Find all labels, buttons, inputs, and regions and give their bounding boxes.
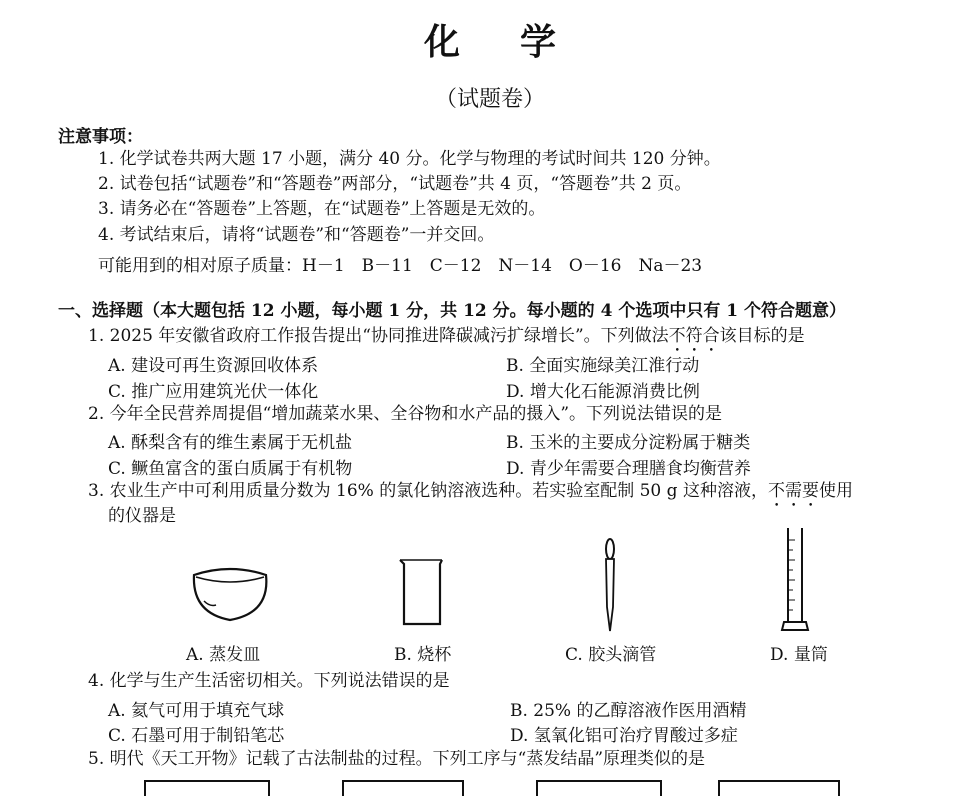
evaporating-dish-icon — [190, 565, 270, 625]
section-heading: 一、选择题（本大题包括 12 小题，每小题 1 分，共 12 分。每小题的 4 个选项中只有 1 个符合题意） — [58, 301, 846, 321]
q1-option-a: A. 建设可再生资源回收体系 — [108, 356, 319, 376]
q3-stem — [88, 480, 853, 511]
q3-stem-emphasis: 不需要 — [767, 481, 819, 501]
notice-heading: 注意事项： — [58, 127, 143, 147]
q3-option-a: A. 蒸发皿 — [186, 645, 261, 665]
q1-option-d: D. 增大化石能源消费比例 — [506, 382, 700, 402]
q4-option-a: A. 氦气可用于填充气球 — [108, 701, 285, 721]
atomic-mass-line: 可能用到的相对原子质量：H－1 B－11 C－12 N－14 O－16 Na－23 — [98, 256, 703, 276]
beaker-icon — [398, 556, 444, 628]
q3-stem-continued: 的仪器是 — [108, 506, 176, 526]
q3-stem-a: 3. 农业生产中可利用质量分数为 16% 的氯化钠溶液选种。若实验室配制 50 g 这种溶液， — [88, 481, 768, 501]
notice-item-2: 2. 试卷包括“试题卷”和“答题卷”两部分，“试题卷”共 4 页，“答题卷”共 2 页。 — [98, 174, 692, 194]
q4-option-d: D. 氢氧化铝可治疗胃酸过多症 — [510, 726, 738, 746]
q3-option-b: B. 烧杯 — [394, 645, 452, 665]
q2-option-d: D. 青少年需要合理膳食均衡营养 — [506, 459, 751, 479]
notice-item-1: 1. 化学试卷共两大题 17 小题，满分 40 分。化学与物理的考试时间共 120 分钟。 — [98, 149, 721, 169]
dropper-icon — [600, 537, 620, 633]
q1-stem-b: 该目标的是 — [719, 326, 805, 346]
q2-option-c: C. 鳜鱼富含的蛋白质属于有机物 — [108, 459, 353, 479]
q4-option-c: C. 石墨可用于制铅笔芯 — [108, 726, 285, 746]
q2-option-a: A. 酥梨含有的维生素属于无机盐 — [108, 433, 353, 453]
graduated-cylinder-icon — [782, 526, 810, 634]
page-title: 化学 — [423, 21, 616, 63]
q1-stem-emphasis: 不符合 — [668, 326, 720, 346]
q1-option-c: C. 推广应用建筑光伏一体化 — [108, 382, 319, 402]
q5-stem: 5. 明代《天工开物》记载了古法制盐的过程。下列工序与“蒸发结晶”原理类似的是 — [88, 749, 706, 769]
q2-stem: 2. 今年全民营养周提倡“增加蔬菜水果、全谷物和水产品的摄入”。下列说法错误的是 — [88, 404, 723, 424]
q1-stem-a: 1. 2025 年安徽省政府工作报告提出“协同推进降碳减污扩绿增长”。下列做法 — [88, 326, 669, 346]
page-subtitle: （试题卷） — [434, 87, 545, 112]
q3-option-d: D. 量筒 — [770, 645, 828, 665]
q1-option-b: B. 全面实施绿美江淮行动 — [506, 356, 700, 376]
q2-option-b: B. 玉米的主要成分淀粉属于糖类 — [506, 433, 751, 453]
q4-stem: 4. 化学与生产生活密切相关。下列说法错误的是 — [88, 671, 450, 691]
q3-stem-b: 使用 — [818, 481, 853, 501]
notice-item-4: 4. 考试结束后，请将“试题卷”和“答题卷”一并交回。 — [98, 225, 495, 245]
notice-item-3: 3. 请务必在“答题卷”上答题，在“试题卷”上答题是无效的。 — [98, 199, 546, 219]
q4-option-b: B. 25% 的乙醇溶液作医用酒精 — [510, 701, 747, 721]
q3-option-c: C. 胶头滴管 — [565, 645, 657, 665]
